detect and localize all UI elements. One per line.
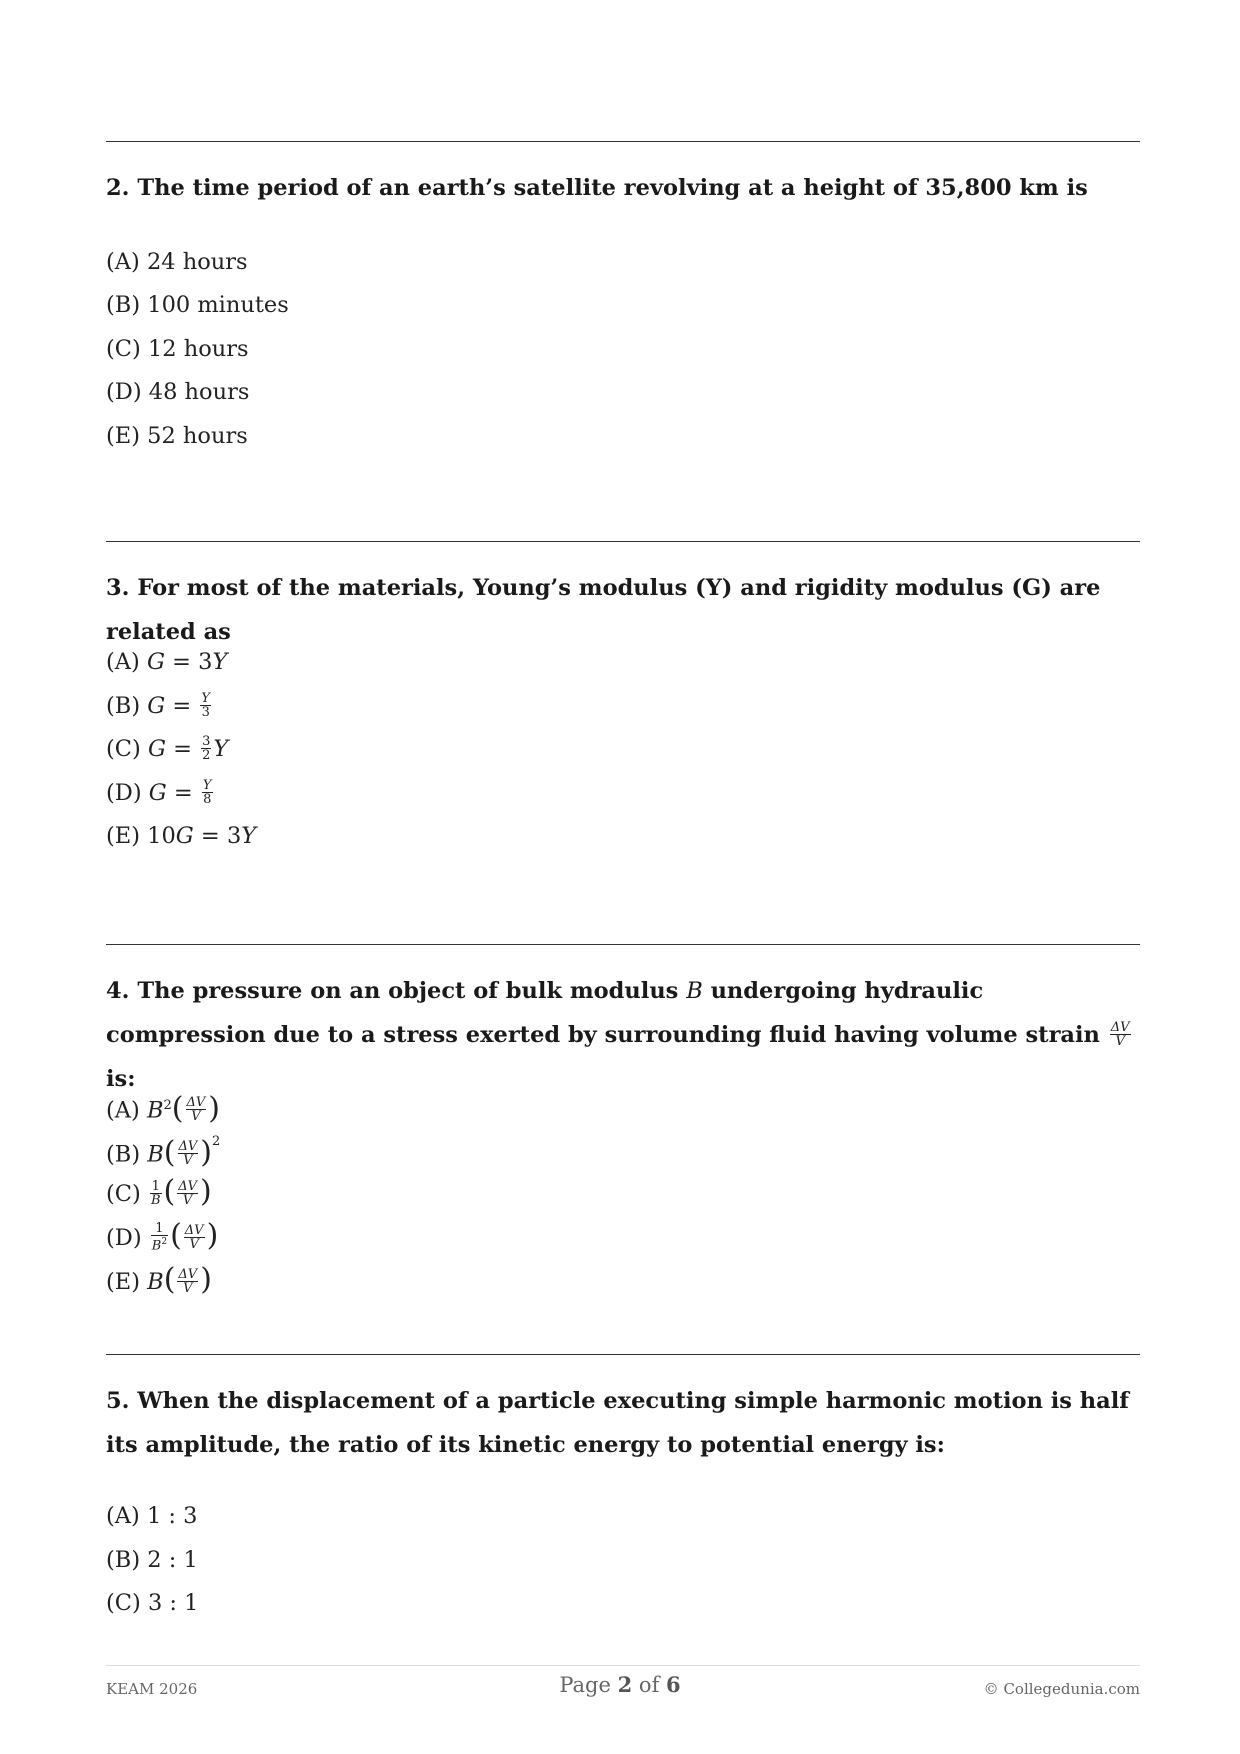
numerator: ΔV xyxy=(178,1139,198,1154)
math-var: Y xyxy=(213,736,229,762)
option-text: 48 hours xyxy=(148,379,250,405)
option-a[interactable] xyxy=(106,1084,220,1128)
option-e[interactable] xyxy=(106,1260,212,1304)
option-text: 12 hours xyxy=(147,336,249,362)
denominator: V xyxy=(182,1192,193,1208)
option-text: 52 hours xyxy=(147,423,248,449)
option-label: (E) xyxy=(106,423,140,449)
page-of: of xyxy=(638,1673,660,1697)
math-var: G xyxy=(146,649,165,675)
option-text: 3 : 1 xyxy=(147,1590,199,1616)
option-label: (B) xyxy=(106,292,141,318)
question-5 xyxy=(106,1379,1146,1467)
math-var: B xyxy=(151,1238,162,1254)
math-var: Y xyxy=(241,823,257,849)
option-label: (C) xyxy=(106,1590,141,1616)
numerator: Y xyxy=(201,690,210,706)
question-3 xyxy=(106,566,1146,654)
fraction xyxy=(1110,1021,1131,1048)
denominator: 3 xyxy=(201,704,210,720)
option-label: (C) xyxy=(106,336,141,362)
option-a[interactable] xyxy=(106,240,248,284)
fraction xyxy=(202,779,213,806)
divider xyxy=(106,541,1140,542)
page-current: 2 xyxy=(617,1672,633,1697)
question-text: The time period of an earth’s satellite revolving at a height of 35,800 km is xyxy=(137,175,1088,201)
question-text: For most of the materials, Young’s modulus (Y) and rigidity modulus (G) are related as xyxy=(106,575,1101,645)
math-op: = xyxy=(172,649,191,675)
exponent: 2 xyxy=(161,1236,168,1247)
exponent: 2 xyxy=(212,1134,221,1149)
question-2 xyxy=(106,166,1146,210)
denominator: V xyxy=(1115,1033,1125,1049)
fraction xyxy=(177,1180,198,1207)
question-number: 3. xyxy=(106,575,130,601)
question-text: When the displacement of a particle executing simple harmonic motion is half its amplitude, the ratio of its kinetic energy to potential energy is: xyxy=(106,1388,1129,1458)
fraction xyxy=(151,1222,168,1252)
math-op: = xyxy=(173,780,193,806)
option-label: (A) xyxy=(106,1097,140,1124)
fraction xyxy=(150,1180,162,1207)
numerator: ΔV xyxy=(186,1095,206,1110)
question-number: 2. xyxy=(106,175,130,201)
option-d[interactable] xyxy=(106,370,249,414)
math-op: = xyxy=(200,823,220,849)
page-word: Page xyxy=(559,1673,611,1697)
option-e[interactable] xyxy=(106,814,256,858)
question-text: undergoing hydraulic compression due to a stress exerted by surrounding fluid having volume strain xyxy=(106,978,1100,1048)
math-var: B xyxy=(147,1141,164,1168)
option-label: (D) xyxy=(106,1225,142,1251)
option-e[interactable] xyxy=(106,414,248,458)
denominator: V xyxy=(189,1236,199,1252)
math-var: B xyxy=(147,1269,164,1295)
option-label: (A) xyxy=(106,1503,140,1529)
option-label: (B) xyxy=(106,1141,141,1168)
denominator: 8 xyxy=(203,791,212,807)
option-label: (A) xyxy=(106,649,140,675)
denominator: 2 xyxy=(202,747,211,763)
denominator xyxy=(151,1236,168,1252)
denominator: V xyxy=(183,1280,193,1296)
math-var: B xyxy=(146,1097,164,1124)
paren-close-icon: ) xyxy=(200,1134,213,1170)
option-b[interactable] xyxy=(106,1538,198,1582)
option-b[interactable] xyxy=(106,283,289,327)
numerator: 1 xyxy=(151,1222,168,1236)
option-label: (E) xyxy=(106,1269,140,1295)
option-label: (B) xyxy=(106,693,141,719)
numerator: 1 xyxy=(151,1178,160,1194)
option-label: (A) xyxy=(106,249,140,275)
math-num: 3 xyxy=(226,823,242,849)
math-num: 3 xyxy=(198,649,213,675)
option-text: 24 hours xyxy=(146,249,248,275)
numerator: ΔV xyxy=(178,1178,197,1194)
option-label: (E) xyxy=(106,823,140,849)
option-c[interactable] xyxy=(106,1172,212,1216)
denominator: B xyxy=(150,1192,161,1208)
numerator: Y xyxy=(202,777,212,793)
option-a[interactable] xyxy=(106,1494,197,1538)
math-var: G xyxy=(175,823,194,849)
question-number: 4. xyxy=(106,978,130,1004)
option-label: (C) xyxy=(106,1181,141,1207)
numerator: ΔV xyxy=(184,1222,204,1238)
math-var: G xyxy=(148,780,167,806)
paren-open-icon: ( xyxy=(171,1090,184,1126)
footer-divider xyxy=(106,1665,1140,1666)
paren-close-icon: ) xyxy=(208,1090,221,1126)
footer-exam: KEAM 2026 xyxy=(106,1680,198,1698)
fraction xyxy=(177,1268,198,1295)
numerator: ΔV xyxy=(178,1266,198,1282)
math-var: G xyxy=(147,693,166,719)
math-num: 10 xyxy=(147,823,176,849)
option-c[interactable] xyxy=(106,727,228,771)
paren-close-icon: ) xyxy=(200,1262,212,1297)
option-label: (D) xyxy=(106,780,142,806)
question-4 xyxy=(106,969,1146,1101)
numerator: 3 xyxy=(202,733,211,749)
math-op: = xyxy=(173,736,192,762)
option-text: 1 : 3 xyxy=(146,1503,198,1529)
fraction xyxy=(186,1096,207,1123)
option-text: 100 minutes xyxy=(147,292,289,318)
paren-close-icon: ) xyxy=(200,1174,212,1209)
option-b[interactable] xyxy=(106,684,213,728)
math-op: = xyxy=(172,693,192,719)
footer-copyright: © Collegedunia.com xyxy=(983,1680,1140,1698)
math-var: B xyxy=(686,978,703,1004)
option-d[interactable] xyxy=(106,1216,218,1260)
option-d[interactable] xyxy=(106,771,215,815)
option-label: (B) xyxy=(106,1547,141,1573)
option-b[interactable] xyxy=(106,1128,220,1172)
divider xyxy=(106,1354,1140,1355)
math-var: Y xyxy=(212,649,228,675)
option-label: (D) xyxy=(106,379,142,405)
exponent: 2 xyxy=(163,1098,172,1113)
option-c[interactable] xyxy=(106,327,249,371)
denominator: V xyxy=(191,1109,201,1124)
question-text: The pressure on an object of bulk modulus xyxy=(137,978,679,1004)
page-total: 6 xyxy=(666,1672,681,1697)
fraction xyxy=(184,1224,205,1251)
question-text: is: xyxy=(106,1066,136,1092)
option-label: (C) xyxy=(106,736,141,762)
paren-open-icon: ( xyxy=(163,1262,176,1297)
paren-open-icon: ( xyxy=(170,1218,182,1253)
fraction xyxy=(200,692,211,719)
denominator: V xyxy=(183,1153,193,1168)
paren-open-icon: ( xyxy=(163,1134,176,1170)
paren-close-icon: ) xyxy=(206,1218,219,1253)
option-a[interactable] xyxy=(106,640,227,684)
paren-open-icon: ( xyxy=(163,1174,176,1209)
option-text: 2 : 1 xyxy=(147,1547,198,1573)
divider xyxy=(106,944,1140,945)
fraction xyxy=(201,735,211,762)
numerator: ΔV xyxy=(1110,1019,1130,1035)
math-var: G xyxy=(147,736,166,762)
option-c[interactable] xyxy=(106,1581,198,1625)
fraction xyxy=(178,1140,199,1167)
question-number: 5. xyxy=(106,1388,130,1414)
divider xyxy=(106,141,1140,142)
